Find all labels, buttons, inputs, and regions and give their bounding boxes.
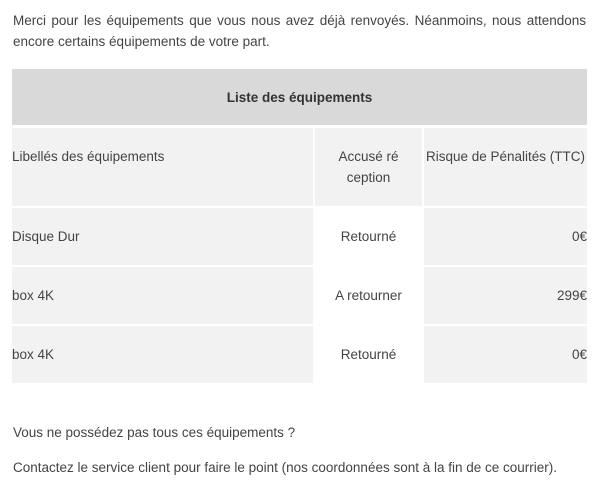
column-header-label: Libellés des équipements — [12, 128, 313, 206]
table-row-3-penalty — [424, 326, 587, 383]
question-paragraph: Vous ne possédez pas tous ces équipements ? — [13, 425, 296, 440]
column-header-receipt — [315, 128, 422, 206]
table-row-3-status — [315, 326, 422, 383]
table-row-2-penalty — [424, 267, 587, 324]
table-row-2-label — [12, 267, 313, 324]
receipt-status: Retourné — [340, 229, 397, 244]
table-row-1-status — [315, 208, 422, 265]
receipt-status: Retourné — [340, 347, 397, 362]
penalty-amount: 0€ — [571, 229, 587, 244]
table-row-1-label — [12, 208, 313, 265]
receipt-status: A retourner — [335, 288, 402, 303]
table-row-1-penalty — [424, 208, 587, 265]
column-header-receipt-line2: ception — [346, 170, 391, 185]
column-header-penalty: Risque de Pénalités (TTC) — [424, 128, 587, 206]
equipment-label: box 4K — [12, 347, 55, 362]
table-row-3-label — [12, 326, 313, 383]
contact-paragraph: Contactez le service client pour faire le point (nos coordonnées sont à la fin de ce courrier). — [13, 460, 558, 475]
column-header-receipt-line1: Accusé ré — [338, 149, 399, 164]
penalty-amount: 299€ — [556, 288, 587, 303]
penalty-amount: 0€ — [571, 347, 587, 362]
table-row-2-status — [315, 267, 422, 324]
equipment-label: box 4K — [12, 288, 55, 303]
equipment-label: Disque Dur — [12, 229, 80, 244]
table-title: Liste des équipements — [12, 69, 587, 125]
intro-paragraph: Merci pour les équipements que vous nous avez déjà renvoyés. Néanmoins, nous attendons encore certains équipements de votre part. — [13, 13, 586, 49]
